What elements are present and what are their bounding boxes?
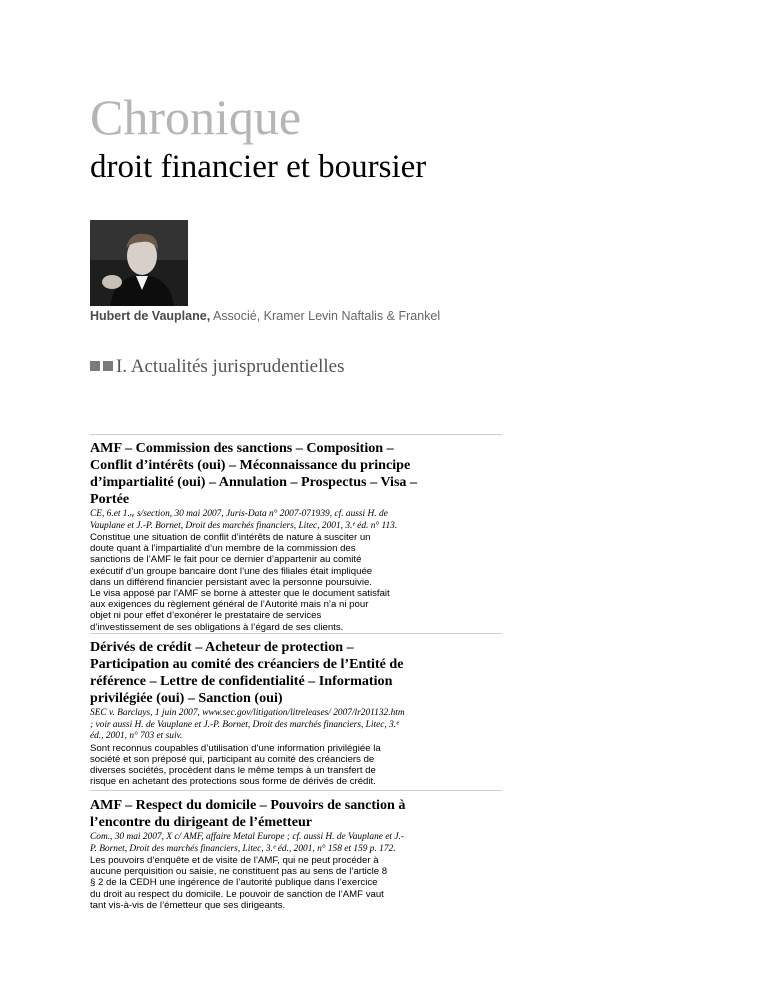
article-paragraph: Constitue une situation de conflit d’intérêts de nature à susciter un doute quant à l’impartialité d’un membre de la commission des sanctions de l’AMF le fait pour ce dernier d’appartenir au comité exécutif d’un groupe bancaire dont l’une des filiales était impliquée dans un différend financier persistant avec la personne poursuivie.	[90, 532, 373, 588]
divider	[90, 633, 502, 634]
article-title: Dérivés de crédit – Acheteur de protection – Participation au comité des créanciers de l’Entité de référence – Lettre de confidentialité – Information privilégiée (oui) – Sanction (oui)	[90, 639, 404, 706]
section-heading	[90, 356, 390, 378]
article-body	[90, 532, 390, 633]
article-paragraph: Sont reconnus coupables d’utilisation d’une information privilégiée la société et son préposé qui, participant au comité des créanciers de diverses sociétés, procèdent dans le même temps à un transfert de risque en achetant des protections sous forme de dérivés de crédit.	[90, 742, 381, 788]
author-byline	[90, 309, 440, 323]
page-title: droit financier et boursier	[90, 149, 427, 185]
chronique-kicker: Chronique	[90, 89, 302, 145]
article-paragraph: Le visa apposé par l’AMF se borne à attester que le document satisfait aux exigences du règlement général de l’Autorité mais n’a ni pour objet ni pour effet d’exonérer le prestataire de services d’investissement de ses obligations à l’égard de ses clients.	[90, 588, 390, 633]
article-reference: Com., 30 mai 2007, X c/ AMF, affaire Metal Europe ; cf. aussi H. de Vauplane et J.-P. Bornet, Droit des marchés financiers, Litec, 3.ᵉ éd., 2001, n° 158 et 159 p. 172.	[90, 832, 405, 854]
article-body	[90, 855, 390, 911]
article-body	[90, 743, 390, 788]
divider	[90, 790, 502, 791]
author-photo	[90, 220, 188, 306]
divider	[90, 434, 502, 435]
article-title: AMF – Respect du domicile – Pouvoirs de sanction à l’encontre du dirigeant de l’émetteur	[90, 797, 406, 830]
article-reference: CE, 6.et 1.ᵣₑ s/section, 30 mai 2007, Juris-Data n° 2007-071939, cf. aussi H. de Vauplane et J.-P. Bornet, Droit des marchés financiers, Litec, 2001, 3.ᵉ éd. n° 113.	[90, 509, 398, 531]
square-bullet-icon	[90, 361, 100, 371]
article-3	[90, 797, 430, 911]
author-role: Associé, Kramer Levin Naftalis & Frankel	[210, 309, 441, 323]
author-name: Hubert de Vauplane,	[90, 309, 211, 323]
article-title: AMF – Commission des sanctions – Composition – Conflit d’intérêts (oui) – Méconnaissance du principe d’impartialité (oui) – Annulation – Prospectus – Visa – Portée	[90, 440, 418, 507]
article-paragraph: Les pouvoirs d’enquête et de visite de l’AMF, qui ne peut procéder à aucune perquisition ou saisie, ne constituent pas au sens de l’article 8 § 2 de la CEDH une ingérence de l’autorité publique dans l’exercice du droit au respect du domicile. Le pouvoir de sanction de l’AMF vaut tant vis-à-vis de l’émetteur que ses dirigeants.	[90, 855, 388, 911]
square-bullet-icon	[103, 361, 113, 371]
article-2	[90, 639, 430, 787]
section-title-text: I. Actualités jurisprudentielles	[116, 356, 345, 377]
article-reference: SEC v. Barclays, 1 juin 2007, www.sec.gov/litigation/litreleases/ 2007/lr201132.htm ; voir aussi H. de Vauplane et J.-P. Bornet, Droit des marchés financiers, Litec, 3.ᵉ éd., 2001, n° 703 et suiv.	[90, 708, 405, 741]
article-1	[90, 440, 430, 633]
author-portrait-image	[90, 220, 188, 306]
